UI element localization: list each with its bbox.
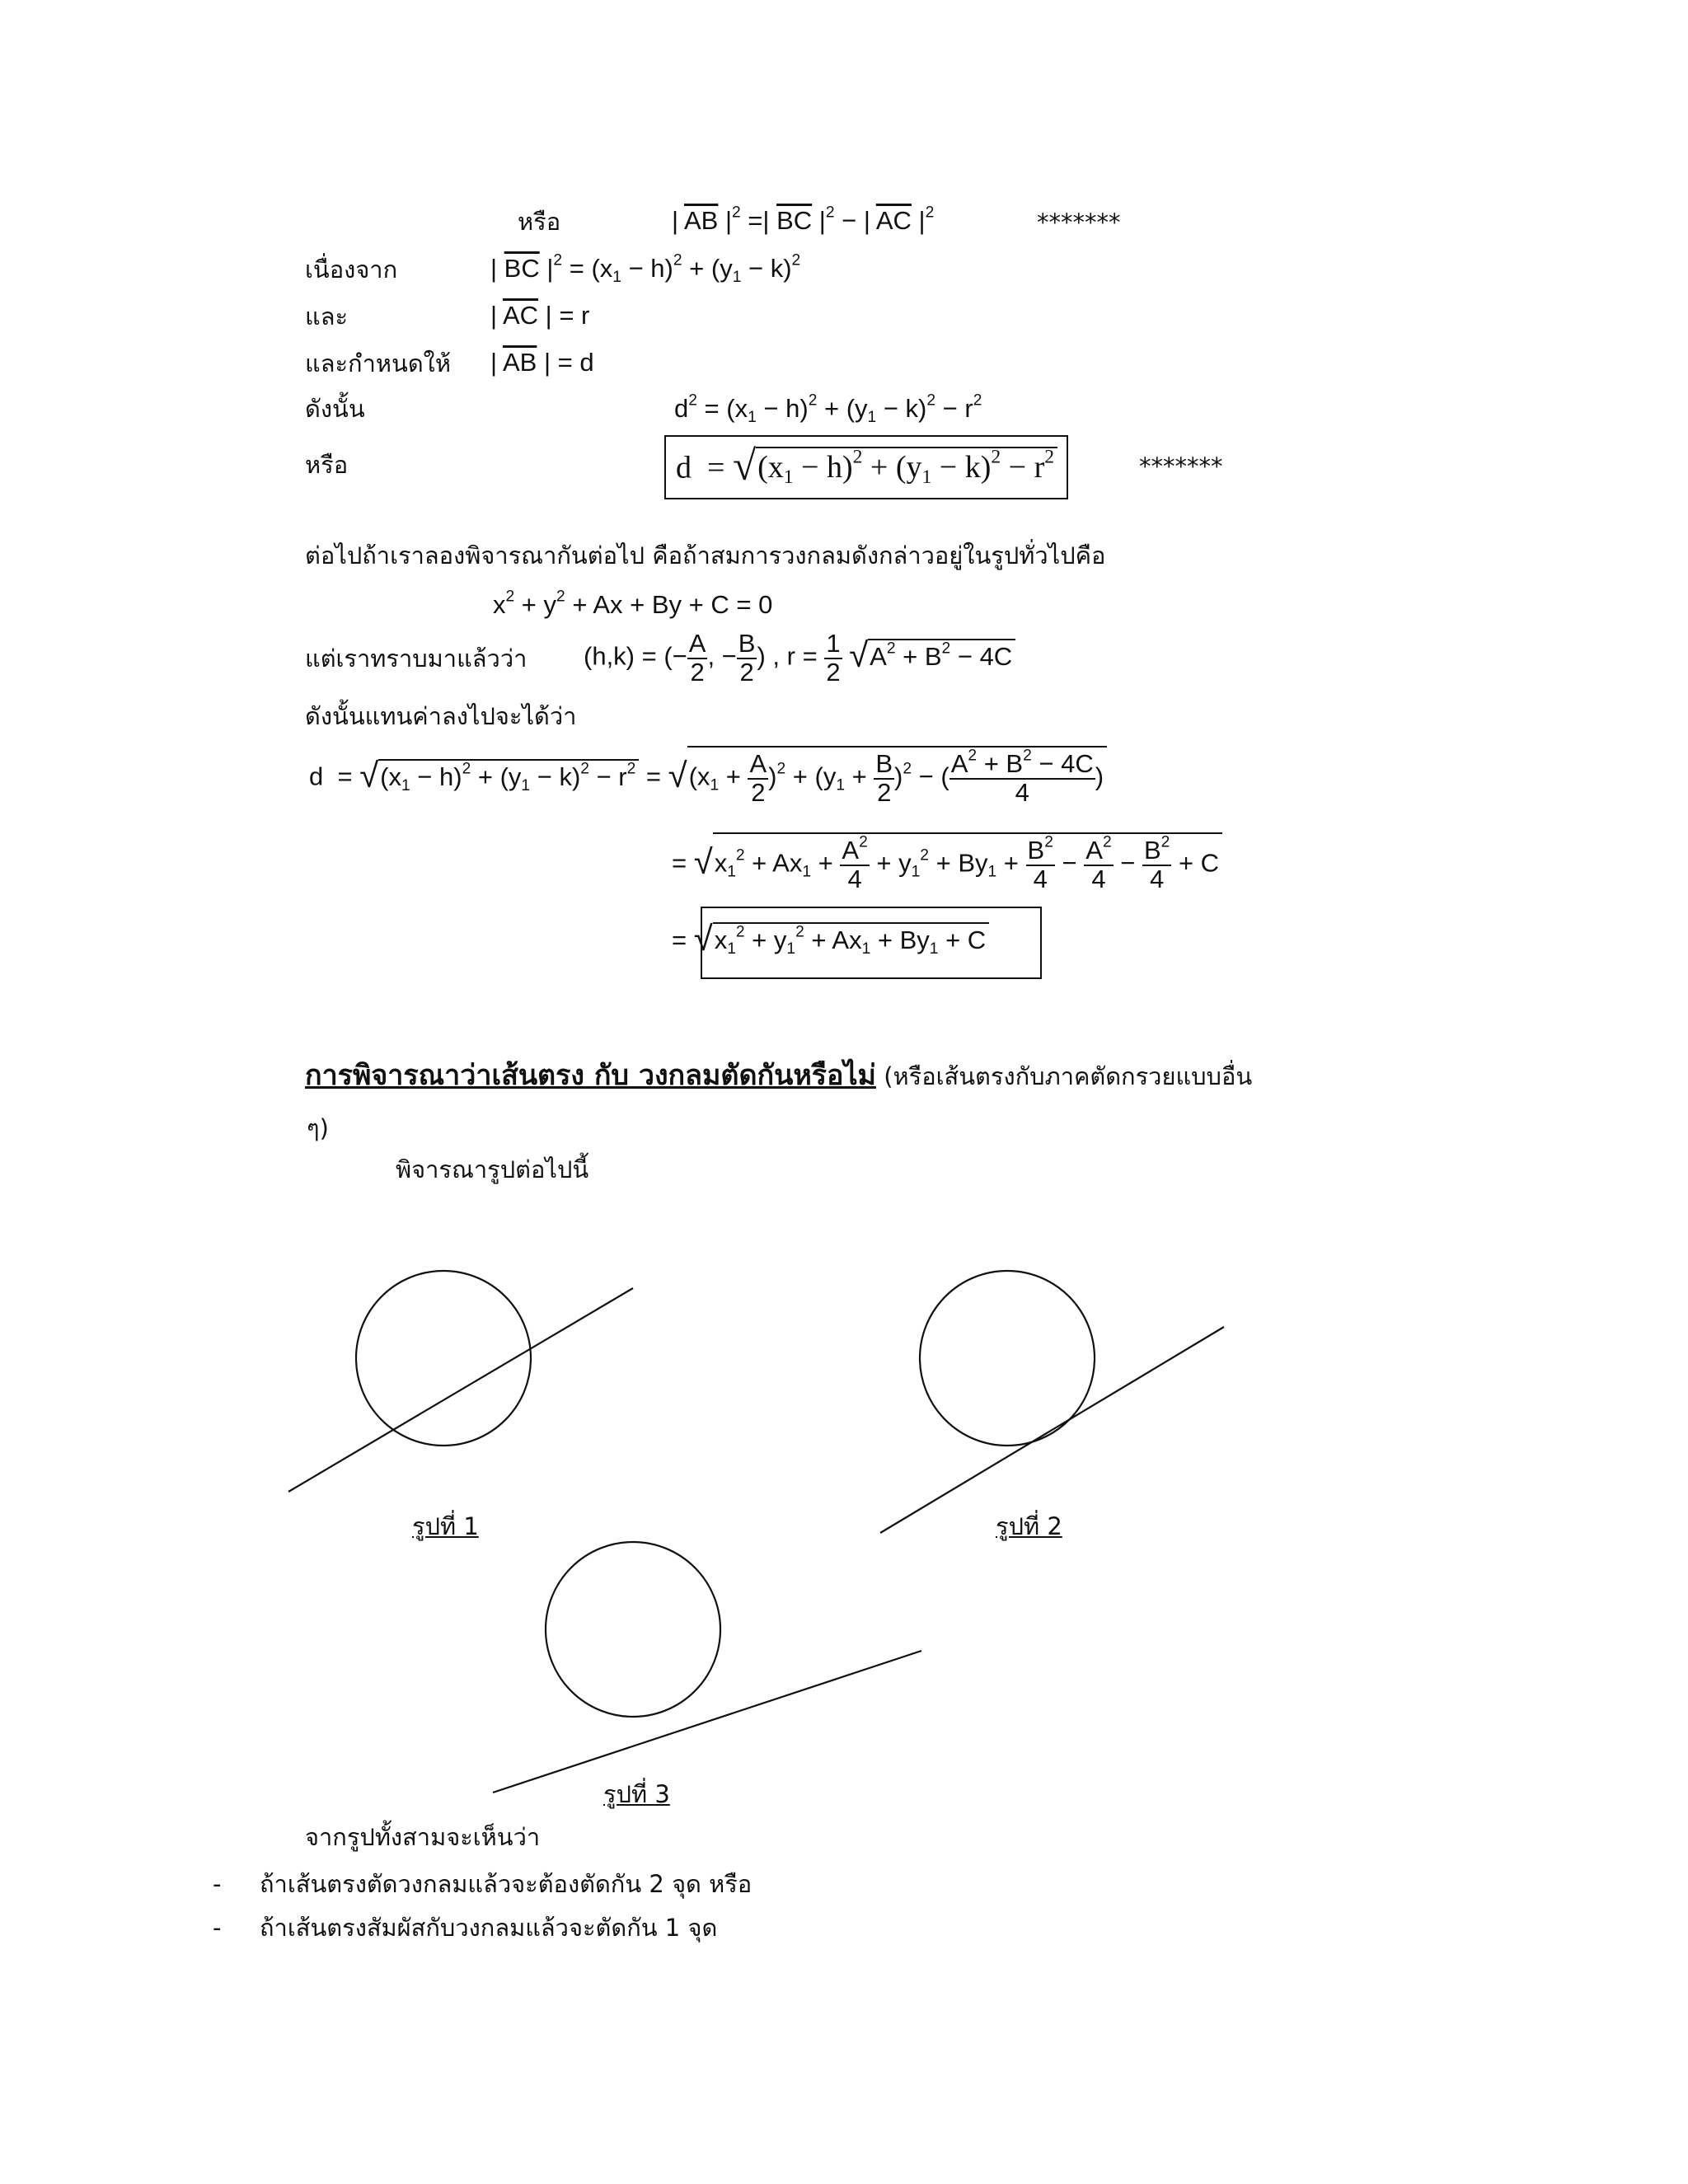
label-and: และ bbox=[305, 302, 349, 330]
r-symbol: r bbox=[581, 301, 590, 330]
label-since: เนื่องจาก bbox=[305, 255, 398, 284]
label-but-known: แต่เราทราบมาแล้วว่า bbox=[305, 644, 528, 673]
stars-marker-2: ******* bbox=[1139, 452, 1223, 480]
figure-2-caption: รูปที่ 2 bbox=[996, 1512, 1062, 1540]
conclusion-intro: จากรูปทั้งสามจะเห็นว่า bbox=[305, 1823, 541, 1851]
equation-bc-squared: | $\overline{BC}$ $|^2 = (x_1 - h)^2 + (y_1 - k)^2$ bbox=[490, 251, 801, 286]
section-heading-note: (หรือเส้นตรงกับภาคตัดกรวยแบบอื่น bbox=[884, 1062, 1253, 1090]
equation-ac-r: | $\overline{AC}$ | = r bbox=[490, 301, 590, 330]
derivation-line-1: $d = √(x_1 - h)^2 + (y_1 - k)^2 - r^2 = √(x_1$ + $\frac{A}{2}$ )$^2 + (y_1$ + $\frac{B}{2}$ )$^2$ − ( $\frac{A^2 + B^2 - 4C}{4}$ ) bbox=[309, 746, 1107, 806]
figure-1-circle bbox=[356, 1271, 531, 1446]
equation-center-radius: (h,k) = (− $\frac{A}{2}$ , − $\frac{B}{2}$ ) , r = $\frac{1}{2}$ $√A^2 + B^2 - 4C$ bbox=[584, 630, 1015, 686]
equation-ab-d: | $\overline{AB}$ | = d bbox=[490, 348, 594, 377]
label-or-1: หรือ bbox=[518, 208, 561, 236]
derivation-line-3: = $√x_1^2 + y_1^2 + Ax_1 + By_1 + C$ bbox=[672, 921, 989, 956]
label-and-let: และกำหนดให้ bbox=[305, 349, 451, 377]
equation-general-circle: $x^2 + y^2 + Ax + By + C = 0$ bbox=[493, 588, 773, 619]
equation-d-sqrt: $d = √(x_1 - h)^2 + (y_1 - k)^2 - r^2$ bbox=[676, 445, 1057, 487]
derivation-line-2: = $√x_1^2 + Ax_1$ + $\frac{A^2}{4}$ + $y_1^2 + By_1$ + $\frac{B^2}{4}$ − $\frac{A^2}{4}$ − $\frac{B^2}{4}$ + C bbox=[672, 832, 1222, 893]
consider-following: พิจารณารูปต่อไปนี้ bbox=[396, 1155, 589, 1183]
bullet-text-1: ถ้าเส้นตรงตัดวงกลมแล้วจะต้องตัดกัน 2 จุด หรือ bbox=[260, 1870, 753, 1898]
equation-d-squared: $d^2 = (x_1 - h)^2 + (y_1 - k)^2 - r^2$ bbox=[674, 391, 982, 426]
figure-3-circle bbox=[546, 1542, 720, 1717]
label-or-2: หรือ bbox=[305, 451, 349, 479]
paragraph-general-form: ต่อไปถ้าเราลองพิจารณากันต่อไป คือถ้าสมการวงกลมดังกล่าวอยู่ในรูปทั่วไปคือ bbox=[305, 541, 1106, 569]
label-therefore: ดังนั้น bbox=[305, 395, 365, 423]
label-substitute: ดังนั้นแทนค่าลงไปจะได้ว่า bbox=[305, 702, 577, 730]
bullet-marker-2: - bbox=[213, 1914, 222, 1942]
bullet-text-2: ถ้าเส้นตรงสัมผัสกับวงกลมแล้วจะตัดกัน 1 จุด bbox=[260, 1914, 718, 1942]
equation-pythagoras: | $\overline{AB}$ $|^2$ =| $\overline{BC}$ $|^2$ − | $\overline{AC}$ $|^2$ bbox=[672, 204, 935, 235]
figure-1-caption: รูปที่ 1 bbox=[412, 1512, 479, 1540]
section-heading-note-cont: ๆ) bbox=[307, 1114, 329, 1142]
stars-marker-1: ******* bbox=[1037, 209, 1121, 237]
figure-1-line bbox=[288, 1288, 633, 1492]
figure-3-caption: รูปที่ 3 bbox=[603, 1780, 670, 1808]
figure-2-line bbox=[880, 1327, 1224, 1533]
bullet-marker-1: - bbox=[213, 1870, 222, 1898]
section-heading-title: การพิจารณาว่าเส้นตรง กับ วงกลมตัดกันหรือไม่ bbox=[305, 1059, 876, 1092]
